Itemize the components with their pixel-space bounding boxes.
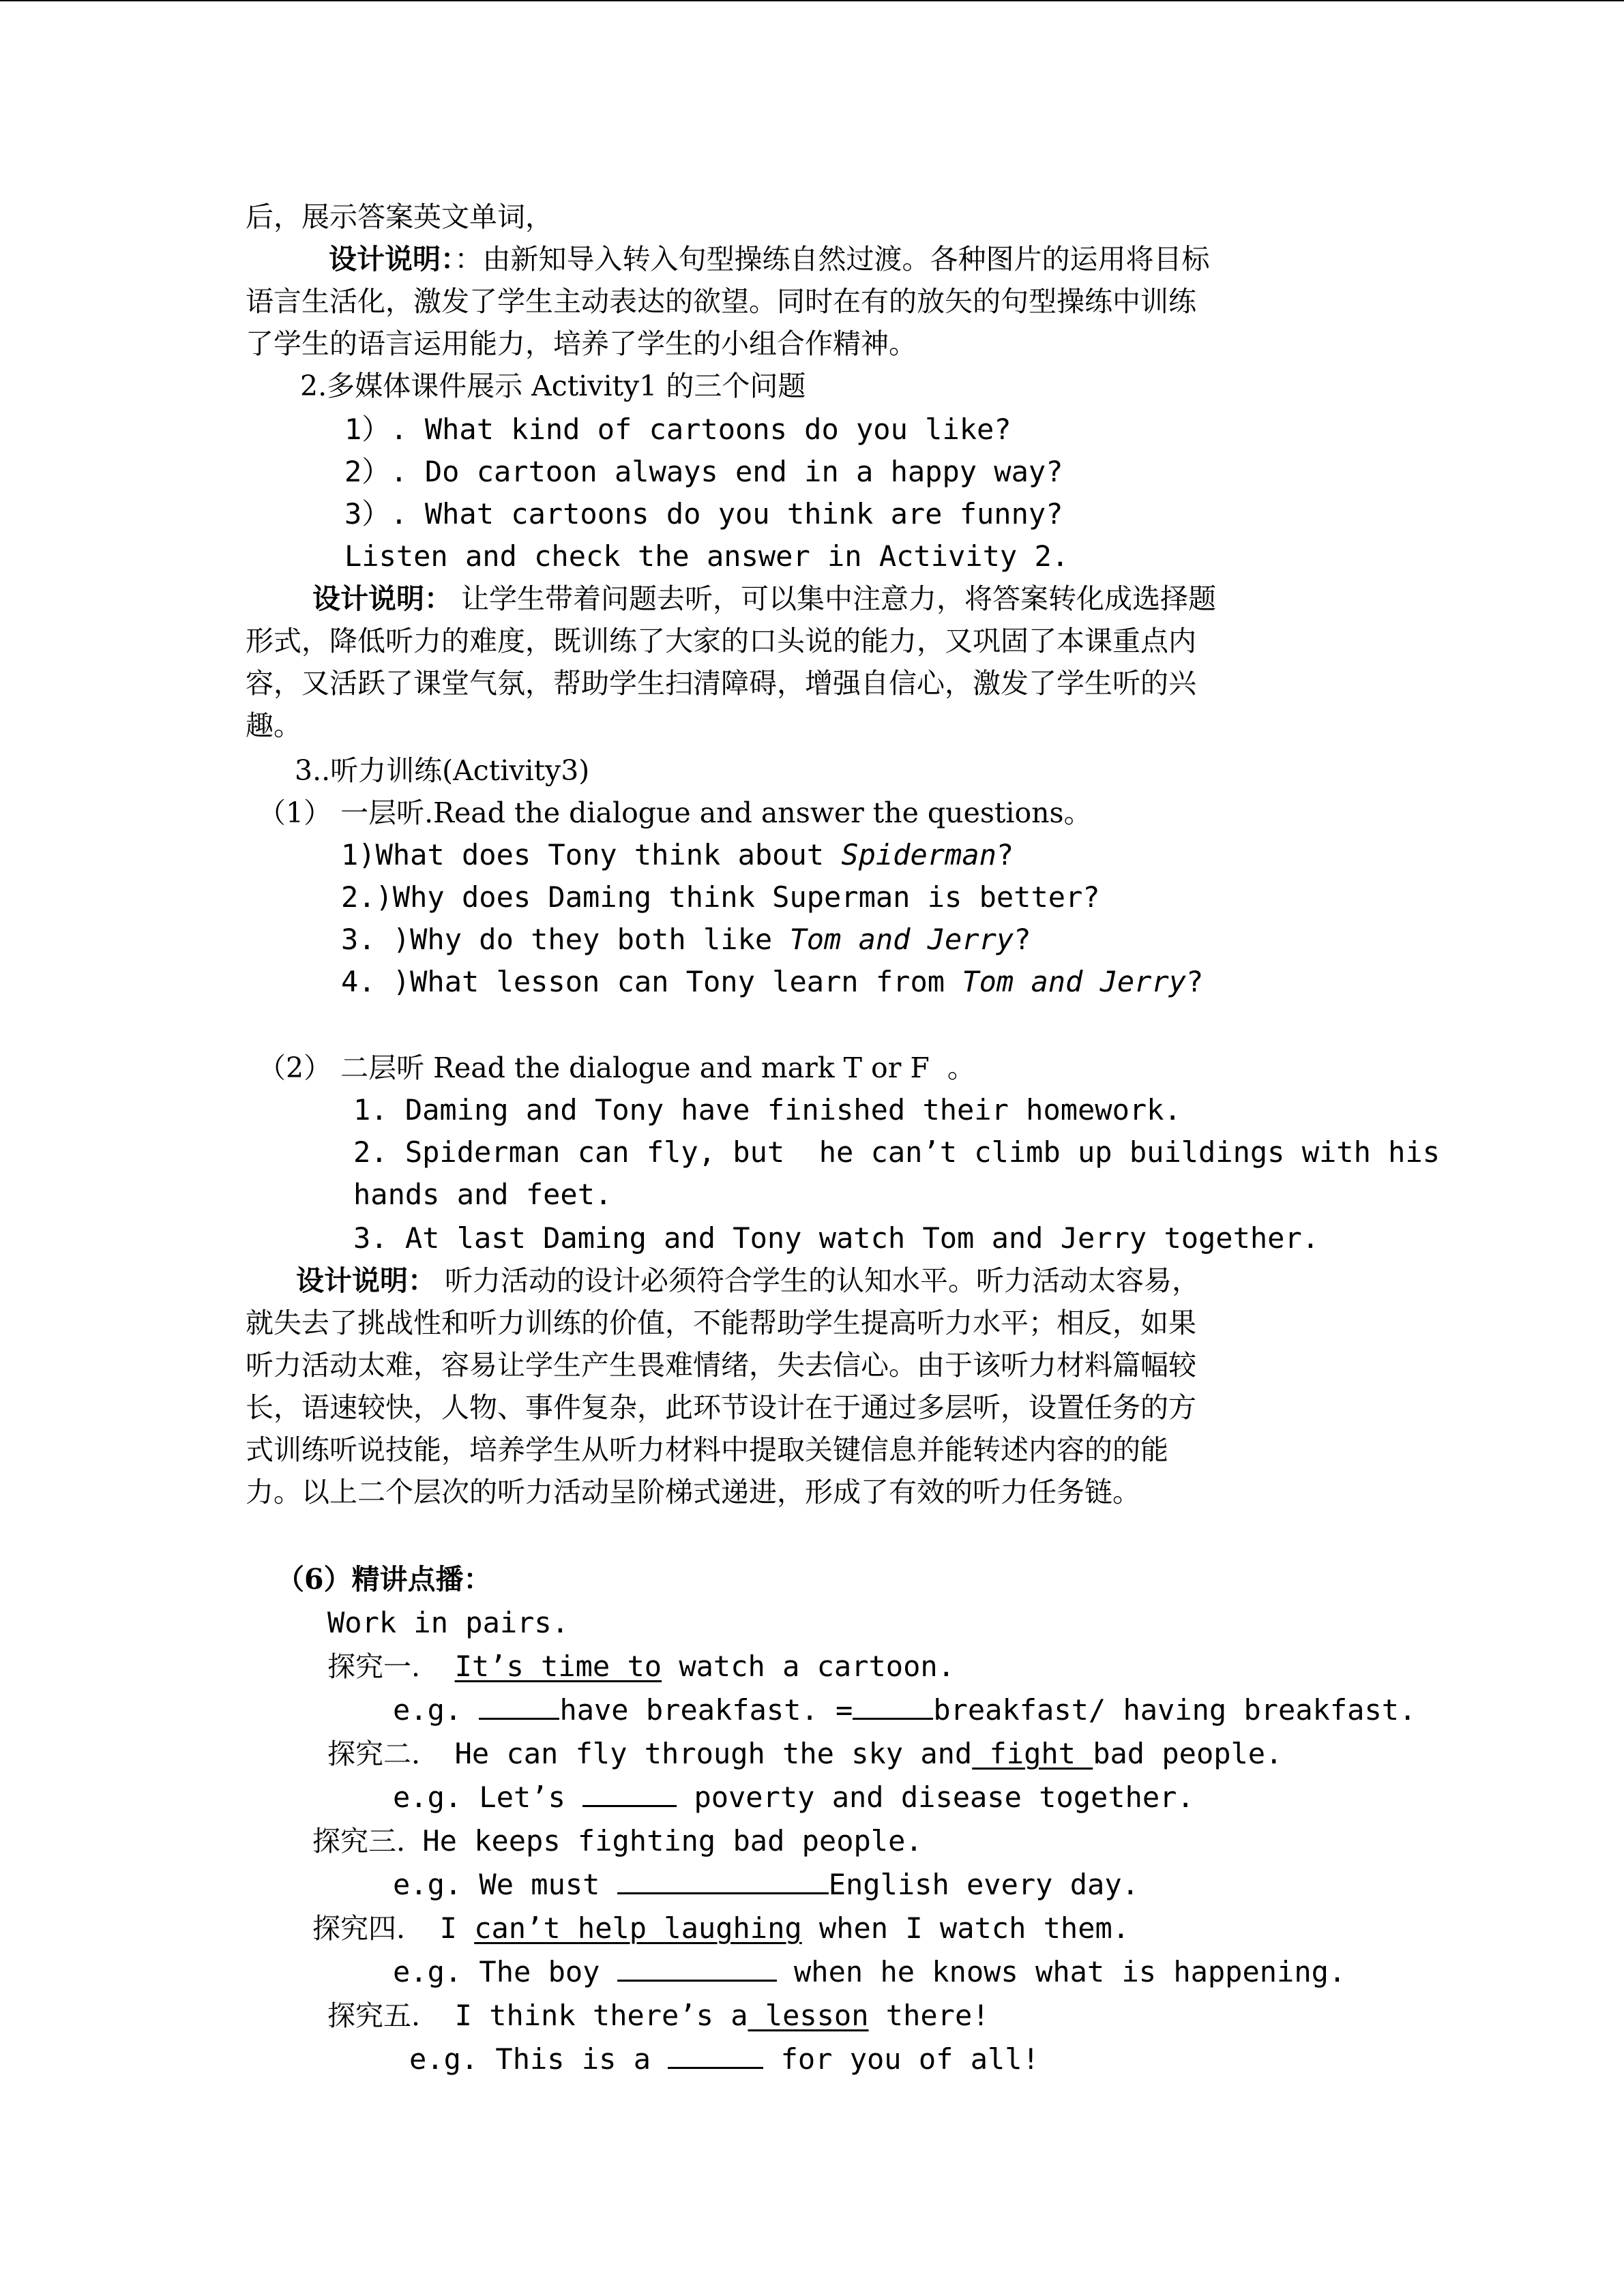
part-2-title [258, 1050, 975, 1086]
work-in-pairs [327, 1605, 569, 1641]
inquiry-text: watch a cartoon. [662, 1650, 955, 1683]
inquiry-3-example [393, 1867, 1139, 1903]
part-1-question-2 [341, 880, 1100, 915]
section-title-text: （6）精讲点播： [276, 1563, 492, 1596]
statement-text: 2. Spiderman can fly, but he can’t climb up buildings with his [353, 1135, 1441, 1169]
part-1-question-3 [341, 922, 1031, 957]
design-note-text: 力。以上二个层次的听力活动呈阶梯式递进，形成了有效的听力任务链。 [246, 1476, 1140, 1508]
design-note-text: 式训练听说技能，培养学生从听力材料中提取关键信息并能转述内容的的能 [246, 1433, 1168, 1466]
example-prefix: e.g. [393, 1693, 479, 1727]
question-2 [344, 454, 1063, 490]
design-note-text: 容，又活跃了课堂气氛，帮助学生扫清障碍，增强自信心，激发了学生听的兴 [246, 667, 1196, 700]
design-note-label: 设计说明： [296, 1264, 436, 1297]
design-note-1-line-3 [246, 326, 917, 361]
instruction-text: Listen and check the answer in Activity 2. [344, 539, 1069, 573]
inquiry-text: I [439, 1911, 475, 1945]
inquiry-text: when I watch them. [801, 1911, 1130, 1945]
design-note-3-line-5 [246, 1432, 1168, 1467]
question-text: 3. )Why do they both like [341, 923, 790, 956]
step-title-text: 3..听力训练(Activity3) [295, 754, 590, 787]
design-note-label: 设计说明： [312, 582, 452, 615]
example-prefix: e.g. The boy [393, 1955, 617, 1988]
design-note-text: 听力活动太难，容易让学生产生畏难情绪，失去信心。由于该听力材料篇幅较 [246, 1349, 1196, 1382]
example-text: poverty and disease together. [677, 1780, 1194, 1814]
question-3 [344, 496, 1063, 532]
example-prefix: e.g. We must [393, 1868, 617, 1901]
underlined-phrase: can’t help laughing [474, 1911, 802, 1945]
example-text: have breakfast. = [559, 1693, 853, 1727]
statement-text: hands and feet. [353, 1178, 612, 1211]
statement-text: 1. Daming and Tony have finished their homework. [353, 1093, 1181, 1127]
inquiry-4-example [393, 1954, 1346, 1990]
question-text: 1)What does Tony think about [341, 838, 842, 871]
underlined-phrase: fight [972, 1737, 1093, 1770]
design-note-2-line-4 [246, 708, 301, 743]
part-2-statement-2 [353, 1135, 1440, 1170]
design-note-3-line-4 [246, 1390, 1196, 1425]
design-note-text: 让学生带着问题去听，可以集中注意力，将答案转化成选择题 [452, 582, 1217, 615]
fill-in-blank[interactable] [617, 1955, 777, 1982]
inquiry-3 [312, 1823, 923, 1859]
inquiry-label: 探究二. [327, 1738, 421, 1770]
design-note-text: 就失去了挑战性和听力训练的价值，不能帮助学生提高听力水平；相反，如果 [246, 1307, 1196, 1339]
question-title-italic: Tom and Jerry [789, 923, 1014, 956]
example-text: English every day. [828, 1868, 1139, 1901]
part-1-title [258, 795, 1092, 831]
design-note-text: 语言生活化，激发了学生主动表达的欲望。同时在有的放矢的句型操练中训练 [246, 285, 1196, 318]
question-text: 4. )What lesson can Tony learn from [341, 965, 962, 998]
design-note-text: ：由新知导入转入句型操练自然过渡。各种图片的运用将目标 [454, 243, 1210, 275]
inquiry-text: bad people. [1093, 1737, 1283, 1770]
question-title-italic: Tom and Jerry [962, 965, 1187, 998]
example-text: when he knows what is happening. [776, 1955, 1346, 1988]
design-note-2-line-1 [312, 581, 1216, 616]
fill-in-blank[interactable] [582, 1780, 677, 1807]
design-note-2-line-2 [246, 623, 1196, 659]
inquiry-4 [312, 1911, 1130, 1946]
design-note-text: 了学生的语言运用能力，培养了学生的小组合作精神。 [246, 327, 917, 360]
design-note-1-line-2 [246, 284, 1196, 319]
inquiry-2-example [393, 1780, 1194, 1815]
part-2-statement-1 [353, 1092, 1181, 1128]
listen-check-instruction [344, 539, 1069, 574]
design-note-1-line-1 [329, 241, 1210, 277]
example-text: breakfast/ having breakfast. [933, 1693, 1417, 1727]
inquiry-label: 探究三. [312, 1825, 406, 1858]
question-mark: ? [1186, 965, 1204, 998]
example-prefix: e.g. Let’s [393, 1780, 583, 1814]
question-text: 3）. What cartoons do you think are funny? [344, 497, 1063, 531]
example-text: for you of all! [763, 2042, 1039, 2076]
step-3-title [295, 753, 589, 788]
design-note-3-line-6 [246, 1474, 1140, 1510]
design-note-text: 趣。 [246, 709, 301, 742]
question-mark: ? [1014, 923, 1031, 956]
step-title-text: 2.多媒体课件展示 Activity1 的三个问题 [300, 370, 806, 402]
design-note-2-line-3 [246, 666, 1196, 701]
design-note-3-line-3 [246, 1347, 1196, 1383]
inquiry-text: I think there’s a [454, 1999, 748, 2032]
design-note-text: 听力活动的设计必须符合学生的认知水平。听力活动太容易， [436, 1264, 1200, 1297]
part-title-text: （1） 一层听.Read the dialogue and answer the questions。 [258, 796, 1092, 829]
question-text: 2.)Why does Daming think Superman is better? [341, 880, 1100, 914]
section-6-title [276, 1562, 492, 1597]
inquiry-text: there! [868, 1999, 990, 2032]
inquiry-2 [327, 1736, 1282, 1772]
question-1 [344, 412, 1012, 447]
inquiry-label: 探究五. [327, 1999, 421, 2032]
underlined-phrase: lesson [748, 1999, 869, 2032]
question-title-italic: Spiderman [841, 838, 996, 871]
example-prefix: e.g. This is a [409, 2042, 668, 2076]
part-2-statement-2-cont [353, 1177, 612, 1212]
underlined-phrase: It’s time to [454, 1650, 662, 1683]
inquiry-text: He can fly through the sky and [454, 1737, 973, 1770]
question-text: 2）. Do cartoon always end in a happy way? [344, 455, 1063, 488]
design-note-3-line-1 [296, 1263, 1200, 1298]
inquiry-label: 探究四. [312, 1912, 406, 1945]
fill-in-blank[interactable] [668, 2042, 763, 2069]
design-note-label: 设计说明： [329, 243, 455, 275]
instruction-text: Work in pairs. [327, 1606, 570, 1639]
step-2-title [300, 368, 806, 404]
part-title-text: （2） 二层听 Read the dialogue and mark T or F 。 [258, 1052, 975, 1084]
fill-in-blank[interactable] [617, 1868, 829, 1894]
inquiry-5-example [409, 2042, 1039, 2077]
part-2-statement-3 [353, 1221, 1319, 1256]
fill-in-blank[interactable] [853, 1693, 933, 1720]
design-note-text: 形式，降低听力的难度，既训练了大家的口头说的能力，又巩固了本课重点内 [246, 625, 1196, 657]
question-text: 1）. What kind of cartoons do you like? [344, 413, 1012, 446]
part-1-question-4 [341, 964, 1203, 1000]
inquiry-1 [327, 1649, 955, 1684]
inquiry-text: He keeps fighting bad people. [422, 1824, 923, 1858]
inquiry-1-example [393, 1693, 1416, 1728]
question-mark: ? [996, 838, 1014, 871]
fill-in-blank[interactable] [479, 1693, 559, 1720]
intro-text: 后，展示答案英文单词， [246, 200, 553, 233]
design-note-text: 长，语速较快，人物、事件复杂，此环节设计在于通过多层听，设置任务的方 [246, 1391, 1196, 1424]
statement-text: 3. At last Daming and Tony watch Tom and Jerry together. [353, 1221, 1320, 1255]
design-note-3-line-2 [246, 1305, 1196, 1341]
inquiry-label: 探究一. [327, 1650, 421, 1683]
inquiry-5 [327, 1998, 990, 2033]
part-1-question-1 [341, 837, 1014, 873]
paragraph-intro [246, 199, 553, 235]
